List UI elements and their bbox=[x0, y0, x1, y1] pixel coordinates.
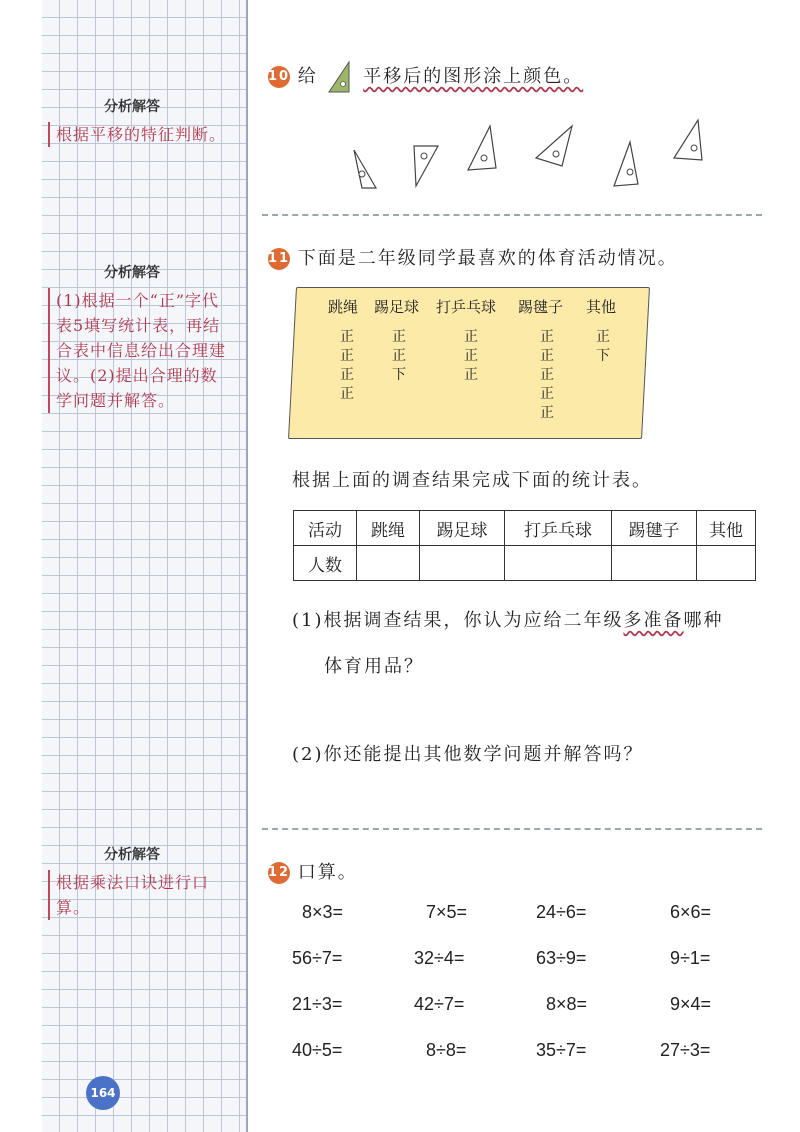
tally-mark: 下 bbox=[596, 348, 610, 364]
analysis-heading: 分析解答 bbox=[104, 847, 160, 863]
calc-item: 8÷8= bbox=[426, 1040, 467, 1060]
tally-mark: 正 bbox=[540, 367, 554, 383]
analysis-note-2 bbox=[48, 262, 238, 413]
survey-header: 跳绳 bbox=[328, 298, 359, 316]
q11-part1-cont: 体育用品？ bbox=[324, 656, 424, 677]
triangle-shape-2[interactable] bbox=[414, 146, 438, 186]
tally-mark: 正 bbox=[464, 367, 478, 383]
table-header-cell: 其他 bbox=[697, 511, 756, 546]
analysis-text: 根据乘法口诀进行口算。 bbox=[48, 870, 232, 920]
sidebar-grid bbox=[42, 0, 248, 1132]
section-divider bbox=[262, 828, 762, 830]
table-header-cell: 踢足球 bbox=[420, 511, 505, 546]
table-row-label: 人数 bbox=[294, 546, 357, 581]
analysis-heading: 分析解答 bbox=[104, 99, 160, 115]
tally-mark: 正 bbox=[540, 405, 554, 421]
table-header-cell: 踢毽子 bbox=[612, 511, 697, 546]
tally-mark: 正 bbox=[340, 386, 354, 402]
triangle-shape-6[interactable] bbox=[674, 120, 702, 160]
tally-column bbox=[464, 328, 478, 385]
analysis-text: 根据平移的特征判断。 bbox=[48, 122, 232, 147]
q11-title-text: 下面是二年级同学最喜欢的体育活动情况。 bbox=[297, 248, 678, 269]
tally-mark: 正 bbox=[540, 329, 554, 345]
answer-cell[interactable] bbox=[697, 546, 756, 581]
tally-mark: 正 bbox=[540, 348, 554, 364]
tally-column bbox=[540, 328, 554, 423]
q11-instruction: 根据上面的调查结果完成下面的统计表。 bbox=[292, 470, 652, 491]
calc-item: 6×6= bbox=[670, 902, 712, 922]
tally-mark: 正 bbox=[464, 348, 478, 364]
triangle-shape-4[interactable] bbox=[536, 126, 572, 166]
table-header-cell: 活动 bbox=[294, 511, 357, 546]
tally-mark: 正 bbox=[340, 329, 354, 345]
calc-item: 27÷3= bbox=[660, 1040, 711, 1060]
q11-part1-text: (1)根据调查结果，你认为应给二年级 bbox=[292, 610, 624, 631]
calc-item: 21÷3= bbox=[292, 994, 343, 1014]
table-header-cell: 打乒乓球 bbox=[505, 511, 612, 546]
analysis-text: (1)根据一个“正”字代表5填写统计表，再结合表中信息给出合理建议。(2)提出合理的数学问题并解答。 bbox=[48, 288, 232, 413]
tally-mark: 正 bbox=[464, 329, 478, 345]
question-number: 12 bbox=[268, 862, 290, 884]
q12-title-text: 口算。 bbox=[297, 862, 358, 883]
q11-part2: (2)你还能提出其他数学问题并解答吗？ bbox=[292, 744, 644, 765]
tally-mark: 正 bbox=[340, 348, 354, 364]
calc-item: 8×3= bbox=[302, 902, 344, 922]
calc-item: 56÷7= bbox=[292, 948, 343, 968]
stat-table bbox=[293, 510, 756, 581]
calc-item: 9÷1= bbox=[670, 948, 711, 968]
calc-item: 9×4= bbox=[670, 994, 712, 1014]
q10-title bbox=[268, 60, 583, 94]
tally-mark: 正 bbox=[392, 348, 406, 364]
calc-item: 42÷7= bbox=[414, 994, 465, 1014]
triangle-shapes bbox=[340, 118, 720, 194]
tally-mark: 正 bbox=[540, 386, 554, 402]
tally-mark: 正 bbox=[596, 329, 610, 345]
calc-item: 35÷7= bbox=[536, 1040, 587, 1060]
calc-item: 32÷4= bbox=[414, 948, 465, 968]
tally-column bbox=[596, 328, 610, 366]
answer-cell[interactable] bbox=[505, 546, 612, 581]
tally-mark: 正 bbox=[392, 329, 406, 345]
survey-header: 踢毽子 bbox=[518, 298, 564, 316]
q10-prefix: 给 bbox=[297, 66, 318, 87]
calc-item: 24÷6= bbox=[536, 902, 587, 922]
q11-title bbox=[268, 244, 678, 270]
triangle-shape-1[interactable] bbox=[354, 150, 376, 188]
triangle-shape-3[interactable] bbox=[468, 126, 496, 170]
calc-item: 7×5= bbox=[426, 902, 468, 922]
question-number: 10 bbox=[268, 66, 290, 88]
survey-header: 打乒乓球 bbox=[436, 298, 497, 316]
answer-cell[interactable] bbox=[357, 546, 420, 581]
section-divider bbox=[262, 214, 762, 216]
tally-column bbox=[392, 328, 406, 385]
tally-mark: 下 bbox=[392, 367, 406, 383]
calc-item: 8×8= bbox=[546, 994, 588, 1014]
page-number: 164 bbox=[86, 1076, 120, 1110]
survey-header: 其他 bbox=[586, 298, 617, 316]
q12-title bbox=[268, 858, 358, 884]
q11-part1-text-end: 哪种 bbox=[683, 610, 724, 631]
tally-mark: 正 bbox=[340, 367, 354, 383]
analysis-note-3 bbox=[48, 844, 238, 920]
tally-column bbox=[340, 328, 354, 404]
q11-part1-emphasis: 多准备 bbox=[623, 610, 684, 631]
triangle-icon bbox=[325, 60, 355, 94]
answer-cell[interactable] bbox=[612, 546, 697, 581]
analysis-heading: 分析解答 bbox=[104, 265, 160, 281]
answer-cell[interactable] bbox=[420, 546, 505, 581]
analysis-note-1 bbox=[48, 96, 238, 147]
calc-item: 63÷9= bbox=[536, 948, 587, 968]
calc-item: 40÷5= bbox=[292, 1040, 343, 1060]
table-header-cell: 跳绳 bbox=[357, 511, 420, 546]
triangle-shape-5[interactable] bbox=[614, 142, 638, 186]
q10-suffix: 平移后的图形涂上颜色。 bbox=[363, 66, 584, 87]
question-number: 11 bbox=[268, 248, 290, 270]
survey-header: 踢足球 bbox=[374, 298, 420, 316]
q11-part1 bbox=[292, 606, 724, 632]
